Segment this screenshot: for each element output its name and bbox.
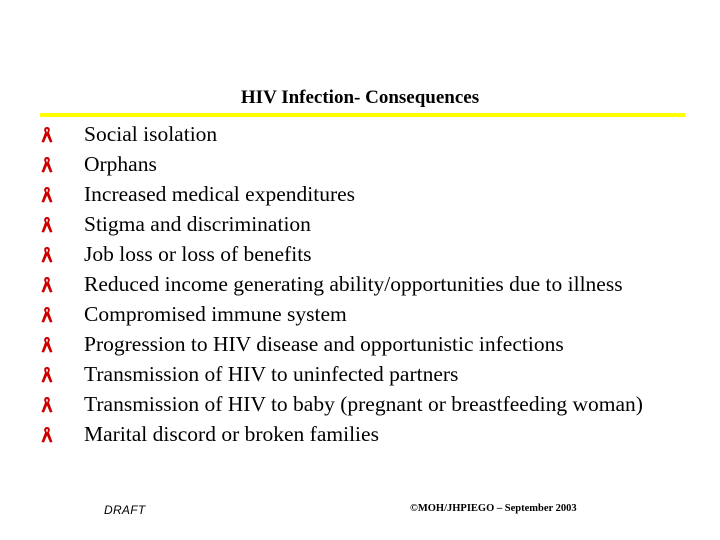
list-item [40, 183, 680, 205]
slide-title: HIV Infection- Consequences [240, 87, 480, 108]
bullet-list [40, 120, 680, 445]
list-item [40, 303, 680, 325]
list-item [40, 213, 680, 235]
footer-copyright: ©MOH/JHPIEGO – September 2003 [410, 503, 577, 514]
awareness-ribbon-icon [40, 156, 54, 174]
list-item [40, 333, 680, 355]
bullet-text: Compromised immune system [84, 302, 347, 326]
footer-draft-label: DRAFT [104, 503, 146, 517]
awareness-ribbon-icon [40, 246, 54, 264]
awareness-ribbon-icon [40, 216, 54, 234]
list-item [40, 363, 680, 385]
list-item [40, 123, 680, 145]
bullet-text: Progression to HIV disease and opportunistic infections [84, 332, 564, 356]
awareness-ribbon-icon [40, 336, 54, 354]
awareness-ribbon-icon [40, 396, 54, 414]
list-item [40, 393, 680, 415]
awareness-ribbon-icon [40, 306, 54, 324]
bullet-text: Increased medical expenditures [84, 182, 356, 206]
bullet-text: Orphans [84, 152, 157, 176]
awareness-ribbon-icon [40, 186, 54, 204]
bullet-text: Reduced income generating ability/opportunities due to illness [84, 272, 623, 296]
bullet-text: Transmission of HIV to baby (pregnant or breastfeeding woman) [84, 392, 643, 416]
awareness-ribbon-icon [40, 276, 54, 294]
list-item [40, 153, 680, 175]
bullet-text: Job loss or loss of benefits [84, 242, 312, 266]
awareness-ribbon-icon [40, 126, 54, 144]
bullet-text: Stigma and discrimination [84, 212, 311, 236]
list-item [40, 423, 680, 445]
awareness-ribbon-icon [40, 426, 54, 444]
awareness-ribbon-icon [40, 366, 54, 384]
bullet-text: Social isolation [84, 122, 218, 146]
list-item [40, 243, 680, 265]
list-item [40, 273, 680, 295]
bullet-text: Transmission of HIV to uninfected partners [84, 362, 459, 386]
bullet-text: Marital discord or broken families [84, 422, 379, 446]
title-underline [40, 113, 685, 117]
